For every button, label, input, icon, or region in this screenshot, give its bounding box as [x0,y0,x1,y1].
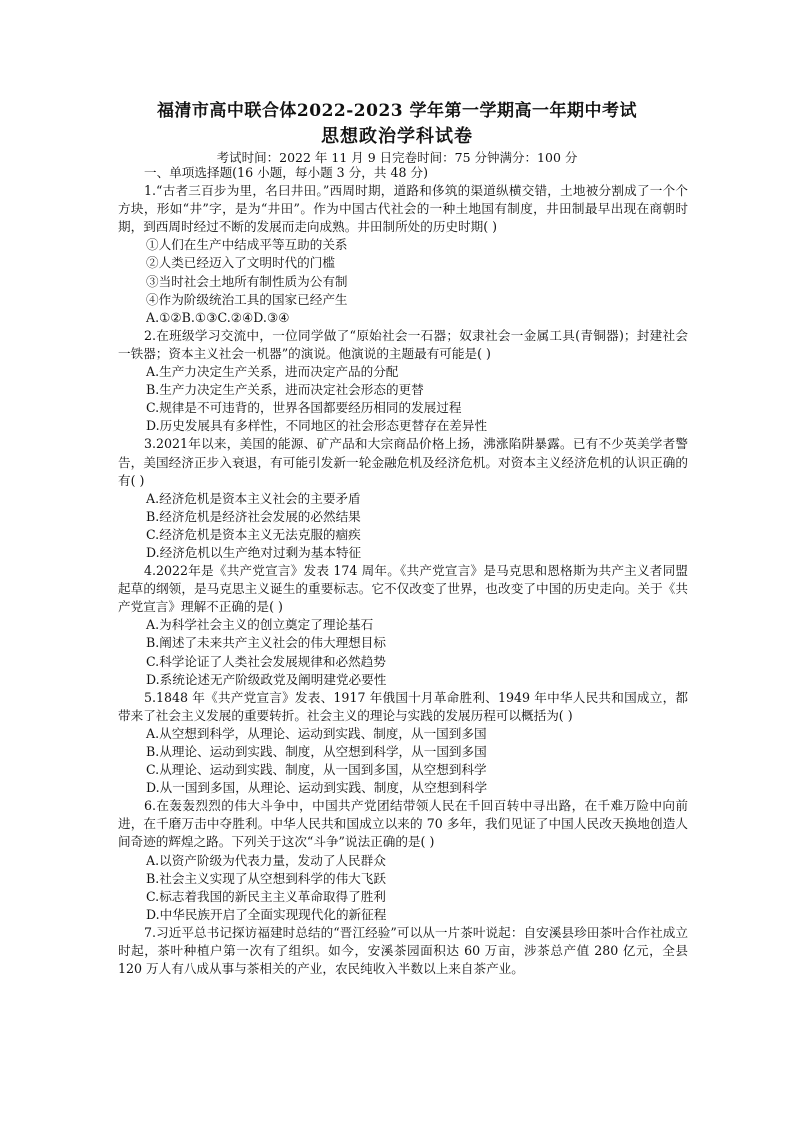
question-6-option-b: B.社会主义实现了从空想到科学的伟大飞跃 [146,870,386,886]
question-3-option-c: C.经济危机是资本主义无法克服的痼疾 [146,526,361,542]
question-5-option-d: D.从一国到多国，从理论、运动到实践、制度，从空想到科学 [146,780,488,796]
question-5-option-a: A.从空想到科学，从理论、运动到实践、制度，从一国到多国 [146,725,487,741]
section-heading: 一、单项选择题(16 小题，每小题 3 分，共 48 分) [144,165,428,180]
question-6-option-c: C.标志着我国的新民主主义革命取得了胜利 [146,888,386,904]
question-2-option-c: C.规律是不可违背的，世界各国都要经历相同的发展过程 [146,400,462,416]
exam-content [118,164,688,978]
question-4-option-c: C.科学论证了人类社会发展规律和必然趋势 [146,653,386,669]
question-6-option-d: D.中华民族开启了全面实现现代化的新征程 [146,906,387,922]
question-1-option: ①人们在生产中结成平等互助的关系 [146,237,348,253]
exam-info: 考试时间：2022 年 11 月 9 日完卷时间：75 分钟满分：100 分 [216,150,578,165]
question-3-option-a: A.经济危机是资本主义社会的主要矛盾 [146,490,361,506]
question-1-option: ③当时社会土地所有制性质为公有制 [146,273,348,289]
question-1-answer-choices: A.①②B.①③C.②④D.③④ [146,309,290,325]
question-7-stem: 7.习近平总书记探访福建时总结的“晋江经验”可以从一片茶叶说起：自安溪县珍田茶叶合作社成立时起，茶叶种植户第一次有了组织。如今，安溪茶园面积达 60 万亩，涉茶总产值 280 亿元，全县 120 万人有八成从事与茶相关的产业，农民纯收入半数以上来自茶产业。 [118,924,688,977]
question-2-option-d: D.历史发展具有多样性，不同地区的社会形态更替存在差异性 [146,418,488,434]
question-1-option: ④作为阶级统治工具的国家已经产生 [146,291,348,307]
question-5-option-c: C.从理论、运动到实践、制度，从一国到多国，从空想到科学 [146,762,487,778]
question-4-option-b: B.阐述了未来共产主义社会的伟大理想目标 [146,635,386,651]
question-6-option-a: A.以资产阶级为代表力量，发动了人民群众 [146,852,386,868]
question-2-option-a: A.生产力决定生产关系，进而决定产品的分配 [146,364,399,380]
question-1-stem: 1.“古者三百步为里，名曰井田。”西周时期，道路和侈筑的渠道纵横交错，土地被分割成了一个个方块，形如“井”字，是为“井田”。作为中国古代社会的一种土地国有制度，井田制最早出现在商朝时期，到西周时经过不断的发展而走向成熟。井田制所处的历史时期( ) [118,183,688,235]
question-5-stem: 5.1848 年《共产党宣言》发表、1917 年俄国十月革命胜利、1949 年中华人民共和国成立，都带来了社会主义发展的重要转折。社会主义的理论与实践的发展历程可以概括为( ) [118,689,688,723]
question-1-option: ②人类已经迈入了文明时代的门槛 [146,255,335,271]
question-2-option-b: B.生产力决定生产关系，进而决定社会形态的更替 [146,382,424,398]
question-4-option-a: A.为科学社会主义的创立奠定了理论基石 [146,617,374,633]
question-2-stem: 2.在班级学习交流中，一位同学做了“原始社会一石器；奴隶社会一金属工具(青铜器)；封建社会一铁器；资本主义社会一机器”的演说。他演说的主题最有可能是( ) [118,327,688,361]
question-3-option-b: B.经济危机是经济社会发展的必然结果 [146,508,361,524]
question-3-stem: 3.2021年以来，美国的能源、矿产品和大宗商品价格上扬，沸涨陷阱暴露。已有不少英美学者警告，美国经济正步入衰退，有可能引发新一轮金融危机及经济危机。对资本主义经济危机的认识正确的有( ) [118,436,688,488]
question-4-option-d: D.系统论述无产阶级政党及阐明建党必要性 [146,671,387,687]
question-6-stem: 6.在轰轰烈烈的伟大斗争中，中国共产党团结带领人民在千回百转中寻出路，在千难万险中向前进，在千磨万击中夺胜利。中华人民共和国成立以来的 70 多年，我们见证了中国人民改天换地创造人间奇迹的辉煌之路。下列关于这次“斗争”说法正确的是( ) [118,798,688,850]
question-4-stem: 4.2022年是《共产党宣言》发表 174 周年。《共产党宣言》是马克思和恩格斯为共产主义者同盟起草的纲领，是马克思主义诞生的重要标志。它不仅改变了世界，也改变了中国的历史走向。关于《共产党宣言》理解不正确的是( ) [118,563,688,615]
question-5-option-b: B.从理论、运动到实践、制度，从空想到科学，从一国到多国 [146,744,487,759]
exam-title: 福清市高中联合体2022-2023 学年第一学期高一年期中考试 [156,101,638,121]
question-3-option-d: D.经济危机以生产绝对过剩为基本特征 [146,544,362,560]
exam-subject-title: 思想政治学科试卷 [321,126,473,147]
